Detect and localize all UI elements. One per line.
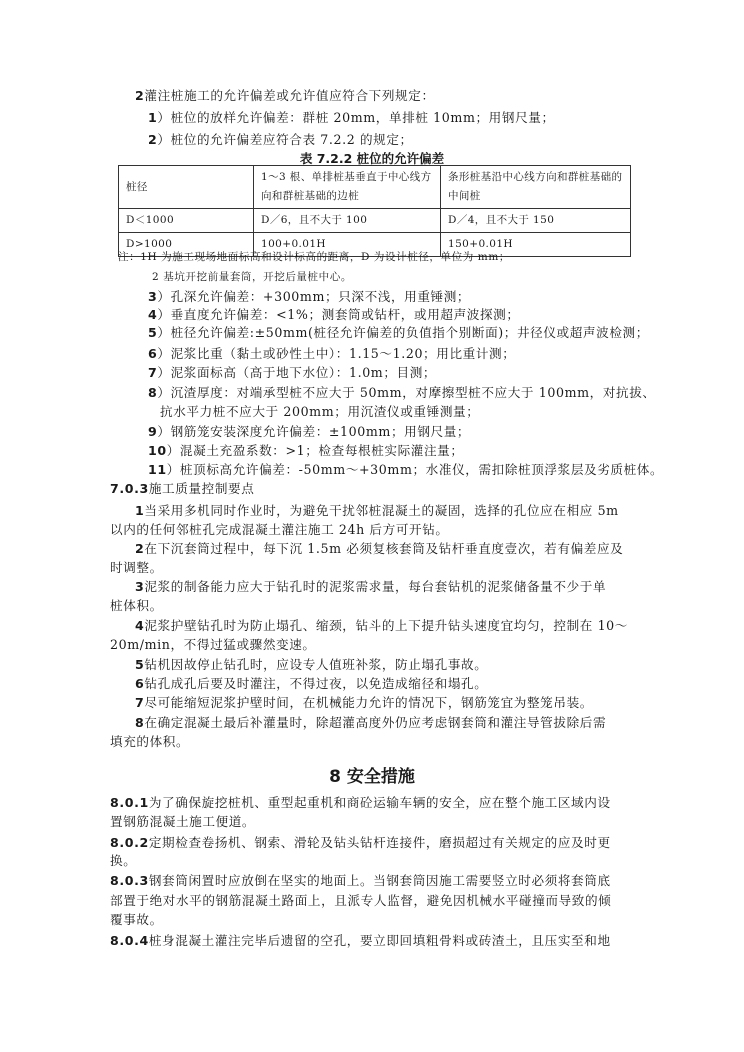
line-text: ）桩顶标高允许偏差：-50mm～+30mm；水准仪，需扣除桩顶浮浆层及劣质桩体。: [166, 462, 664, 477]
item-number: 11: [148, 462, 167, 477]
line-text: ）桩位的放样允许偏差：群桩 20mm，单排桩 10mm；用钢尺量；: [157, 110, 555, 125]
text-line: [135, 694, 593, 712]
line-text: ）钢筋笼安装深度允许偏差：±100mm；用钢尺量；: [157, 424, 471, 439]
text-line: [148, 461, 663, 479]
line-text: 抗水平力桩不应大于 200mm；用沉渣仪或重锤测量；: [160, 404, 480, 419]
text-line: [110, 480, 254, 498]
line-text: 灌注桩施工的允许偏差或允许值应符合下列规定：: [144, 88, 435, 103]
text-line: [135, 617, 628, 635]
item-number: 8.0.1: [110, 795, 149, 810]
text-line: [135, 578, 606, 596]
text-line: [148, 384, 656, 402]
text-line: [110, 834, 611, 852]
item-number: 7: [135, 695, 145, 710]
line-text: ）泥浆面标高（高于地下水位）：1.0m；目测；: [157, 365, 437, 380]
line-text: 在下沉套筒过程中，每下沉 1.5m 必须复核套筒及钻杆垂直度壹次，若有偏差应及: [144, 541, 624, 556]
text-line: [148, 109, 555, 127]
text-line: [110, 521, 449, 539]
line-text: 填充的体积。: [110, 734, 190, 749]
line-text: 部置于绝对水平的钢筋混凝土路面上，且派专人监督，避免因机械水平碰撞而导致的倾: [110, 893, 612, 908]
item-number: 10: [148, 443, 167, 458]
text-line: [110, 932, 611, 950]
table-header-row: [119, 166, 631, 209]
text-line: [160, 403, 479, 421]
line-text: ）泥浆比重（黏土或砂性土中）：1.15～1.20；用比重计测；: [157, 346, 516, 361]
text-line: [148, 345, 515, 363]
text-line: [110, 911, 163, 929]
line-text: 钻机因故停止钻孔时，应设专人值班补浆，防止塌孔事故。: [144, 657, 488, 672]
item-number: 9: [148, 424, 158, 439]
table-row: [119, 209, 631, 233]
table-cell: D／6，且不大于 100: [254, 209, 441, 233]
line-text: 尽可能缩短泥浆护壁时间，在机械能力允许的情况下，钢筋笼宜为整笼吊装。: [144, 695, 593, 710]
item-number: 6: [135, 676, 145, 691]
text-line: [148, 306, 520, 324]
table-note: 注：1H 为施工现场地面标高和设计标高的距离，D 为设计桩径，单位为 mm；: [118, 251, 510, 263]
text-line: [110, 794, 611, 812]
line-text: ）垂直度允许偏差：<1%；测套筒或钻杆，或用超声波探测；: [157, 307, 520, 322]
line-text: 泥浆的制备能力应大于钻孔时的泥浆需求量，每台套钻机的泥浆储备量不少于单: [144, 579, 607, 594]
text-line: [148, 131, 413, 149]
line-text: 以内的任何邻桩孔完成混凝土灌注施工 24h 后方可开钻。: [110, 522, 449, 537]
text-line: [135, 502, 619, 520]
table-header-cell: 条形桩基沿中心线方向和群桩基础的中间桩: [441, 166, 631, 209]
line-text: 为了确保旋挖桩机、重型起重机和商砼运输车辆的安全，应在整个施工区域内设: [148, 795, 611, 810]
text-line: [135, 675, 487, 693]
text-line: [135, 87, 435, 105]
line-text: ）桩径允许偏差:±50mm(桩径允许偏差的负值指个别断面)；井径仪或超声波检测；: [157, 325, 649, 340]
item-number: 3: [135, 579, 145, 594]
item-number: 8.0.4: [110, 933, 149, 948]
text-line: [148, 288, 470, 306]
text-line: [148, 423, 470, 441]
text-line: [135, 656, 487, 674]
line-text: 施工质量控制要点: [148, 481, 255, 496]
table-header-cell: 桩径: [119, 166, 254, 209]
item-number: 5: [148, 325, 158, 340]
line-text: ）沉渣厚度：对端承型桩不应大于 50mm，对摩擦型桩不应大于 100mm，对抗拔、: [157, 385, 656, 400]
item-number: 1: [148, 110, 158, 125]
line-text: 在确定混凝土最后补灌量时，除超灌高度外仍应考虑钢套筒和灌注导管拔除后需: [144, 715, 607, 730]
text-line: [110, 852, 136, 870]
line-text: 时调整。: [110, 560, 163, 575]
text-line: [110, 813, 255, 831]
item-number: 8: [148, 385, 158, 400]
item-number: 7.0.3: [110, 481, 149, 496]
line-text: 桩身混凝土灌注完毕后遗留的空孔，要立即回填粗骨料或砖渣土，且压实至和地: [148, 933, 611, 948]
text-line: [148, 364, 436, 382]
text-line: [135, 540, 623, 558]
line-text: 钻孔成孔后要及时灌注，不得过夜，以免造成缩径和塌孔。: [144, 676, 488, 691]
line-text: 覆事故。: [110, 912, 163, 927]
line-text: 泥浆护壁钻孔时为防止塌孔、缩颈，钻斗的上下提升钻头速度宜均匀，控制在 10～: [144, 618, 628, 633]
text-line: [110, 636, 316, 654]
line-text: 换。: [110, 853, 137, 868]
line-text: ）孔深允许偏差：+300mm；只深不浅，用重锤测；: [157, 289, 471, 304]
table-cell: D＜1000: [119, 209, 254, 233]
text-line: [148, 324, 649, 342]
item-number: 8: [135, 715, 145, 730]
section-heading: 8 安全措施: [329, 767, 415, 787]
item-number: 2: [148, 132, 158, 147]
line-text: 置钢筋混凝土施工便道。: [110, 814, 256, 829]
text-line: [110, 872, 611, 890]
table-cell: 100+0.01H: [254, 233, 441, 257]
item-number: 8.0.2: [110, 835, 149, 850]
text-line: [148, 442, 464, 460]
item-number: 5: [135, 657, 145, 672]
text-line: [110, 892, 611, 910]
item-number: 4: [148, 307, 158, 322]
text-line: [110, 597, 163, 615]
line-text: ）混凝土充盈系数：>1；检查每根桩实际灌注量；: [166, 443, 464, 458]
line-text: ）桩位的允许偏差应符合表 7.2.2 的规定；: [157, 132, 413, 147]
item-number: 1: [135, 503, 145, 518]
tolerance-table: [118, 165, 631, 257]
table-note: 2 基坑开挖前量套筒，开挖后量桩中心。: [152, 271, 352, 283]
line-text: 当采用多机同时作业时，为避免干扰邻桩混凝土的凝固，选择的孔位应在相应 5m: [144, 503, 619, 518]
text-line: [135, 714, 606, 732]
text-line: [110, 733, 189, 751]
item-number: 6: [148, 346, 158, 361]
table-cell: D>1000: [119, 233, 254, 257]
line-text: 20m/min，不得过猛或骤然变速。: [110, 637, 316, 652]
item-number: 7: [148, 365, 158, 380]
item-number: 4: [135, 618, 145, 633]
item-number: 2: [135, 88, 145, 103]
line-text: 桩体积。: [110, 598, 163, 613]
table-header-cell: 1～3 根、单排桩基垂直于中心线方向和群桩基础的边桩: [254, 166, 441, 209]
item-number: 3: [148, 289, 158, 304]
table-title: 表 7.2.2 桩位的允许偏差: [299, 151, 445, 166]
item-number: 2: [135, 541, 145, 556]
table-cell: 150+0.01H: [441, 233, 631, 257]
table-cell: D／4，且不大于 150: [441, 209, 631, 233]
line-text: 定期检查卷扬机、钢索、滑轮及钻头钻杆连接件，磨损超过有关规定的应及时更: [148, 835, 611, 850]
item-number: 8.0.3: [110, 873, 149, 888]
line-text: 钢套筒闲置时应放倒在坚实的地面上。当钢套筒因施工需要竖立时必须将套筒底: [148, 873, 611, 888]
text-line: [110, 559, 163, 577]
